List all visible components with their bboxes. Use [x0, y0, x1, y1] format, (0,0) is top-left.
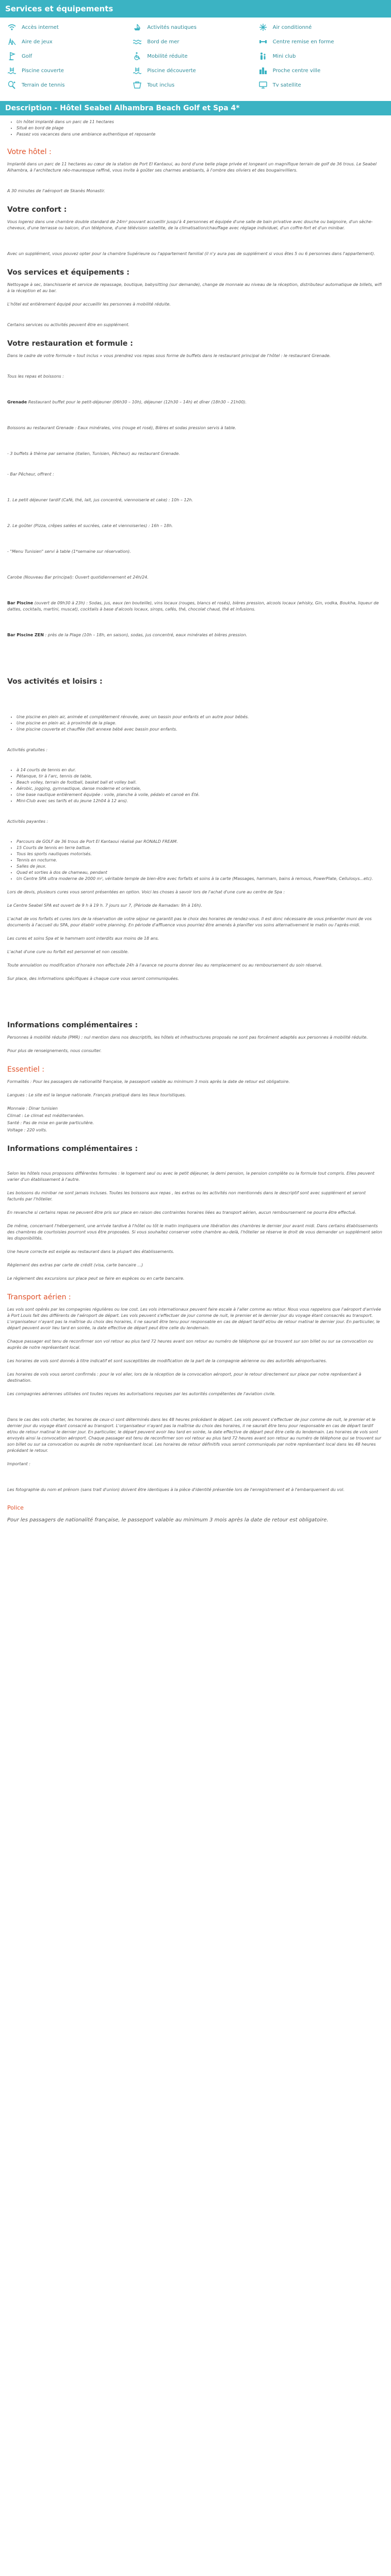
- paragraph: En revanche si certains repas ne peuvent être pris sur place en raison des contraintes horaires liées au transport aérien, aucun remboursement ne pourra être effectué.: [7, 1210, 357, 1215]
- list-item: • Mini-Club avec ses tarifs et du jeune 12h04 à 12 ans).: [17, 799, 384, 803]
- equipment-label: Mobilité réduite: [147, 53, 188, 59]
- services-heading: Vos services et équipements :: [7, 268, 129, 277]
- paragraph: Dans le cadre de votre formule « tout inclus » vous prendrez vos repas sous forme de buffets dans le restaurant principal de l'hôtel : le restaurant Grenade.: [7, 353, 331, 358]
- city-icon: [258, 66, 268, 75]
- activites-bullets: [17, 715, 384, 732]
- boat-icon: [133, 23, 142, 32]
- list-item: • Beach volley, terrain de football, basket ball et volley ball.: [17, 780, 384, 785]
- equipment-item: [7, 22, 133, 33]
- paragraph: 2. Le goûter (Pizza, crêpes salées et sucrées, cake et viennoiseries) : 16h – 18h.: [7, 523, 173, 528]
- equipment-item: [258, 22, 384, 33]
- equipment-item: [258, 36, 384, 47]
- paragraph: Formalités : Pour les passagers de nationalité française, le passeport valable au minimum 3 mois après la date de retour est obligatoire.: [7, 1079, 290, 1084]
- services-banner: Services et équipements: [0, 0, 391, 18]
- description-bullets: [17, 120, 384, 137]
- paragraph: Dans le cas des vols charter, les horaires de ceux-ci sont déterminés dans les 48 heures précédant le départ. Les vols peuvent s'effectuer de jour comme de nuit, le premier et le dernier jour du voyage étant consacré au transport. L'organisateur n'ayant pas la maîtrise du choix des horaires, il ne saurait être tenu pour responsable en cas de départ tardif et/ou de retour matinal le dernier jour. En particulier, le départ peuvent avoir lieu tard en soirée, la date effective de départ peut être celle du lendemain. Les horaires de vols sont envoyés ainsi la convocation aéroport. Chaque passager est tenu de reconfirmer son vol retour au plus tard 72 heures avant son retour au numéro de téléphone qui se trouvent sur son billet ou sur sa convocation ou auprès de notre représentant local. Les horaires de retour définitifs vous seront communiqués par notre représentant local dans les 48 heures précédant le retour.: [7, 1417, 382, 1453]
- paragraph: Vous logerez dans une chambre double standard de 24m² pouvant accueillir jusqu'à 4 personnes et équipée d'une salle de bain privative avec douche ou baignoire, d'un sèche-cheveux, d'une terrasse ou balcon, d'un téléphone, d'une télévision satellite, de la climatisation/chauffage avec réglage individuel, d'un coffre-fort et d'un minibar.: [7, 219, 373, 230]
- equipment-label: Bord de mer: [147, 39, 180, 45]
- equipment-label: Golf: [22, 53, 32, 59]
- paragraph: Les boissons du minibar ne sont jamais incluses. Toutes les boissons aux repas , les extras ou les activités non mentionnés dans le descriptif sont avec supplément et seront facturés par l'hôtelier.: [7, 1191, 366, 1201]
- list-item: • Aérobic, jogging, gymnastique, danse moderne et orientale,: [17, 786, 384, 791]
- paragraph: Sur place, des informations spécifiques à chaque cure vous seront communiquées.: [7, 976, 180, 981]
- paragraph: Pour les passagers de nationalité française, le passeport valable au minimum 3 mois après la date de retour est obligatoire.: [7, 1517, 329, 1523]
- paragraph: Climat : Le climat est méditerranéen.: [7, 1113, 85, 1118]
- activites-payantes-list: [17, 839, 384, 881]
- sea-icon: [133, 37, 142, 46]
- paragraph: Certains services ou activités peuvent être en supplément.: [7, 323, 129, 327]
- activites-payantes-label: Activités payantes :: [7, 819, 48, 824]
- equipment-item: [258, 79, 384, 91]
- tennis-icon: [7, 80, 17, 90]
- paragraph: Le Centre Seabel SPA est ouvert de 9 h à 19 h. 7 jours sur 7, (Période de Ramadan: 9h à 16h).: [7, 903, 202, 908]
- activites-heading: Vos activités et loisirs :: [7, 677, 103, 686]
- equipment-label: Tv satellite: [272, 82, 301, 88]
- equipment-label: Tout inclus: [147, 82, 175, 88]
- paragraph: Toute annulation ou modification d'horaire non effectuée 24h à l'avance ne pourra donner lieu au remplacement ou au remboursement du soin réservé.: [7, 963, 323, 968]
- paragraph: 1. Le petit déjeuner tardif (Café, thé, lait, jus concentré, viennoiserie et cake) : 10h – 12h.: [7, 498, 193, 502]
- activites-gratuites-list: [17, 768, 384, 803]
- paragraph: Monnaie : Dinar tunisien: [7, 1106, 58, 1111]
- list-item: • Tous les sports nautiques motorisés.: [17, 852, 384, 856]
- paragraph: Chaque passager est tenu de reconfirmer son vol retour au plus tard 72 heures avant son retour au numéro de téléphone qui se trouvent sur son billet ou sur sa convocation ou auprès de notre représentant local.: [7, 1339, 373, 1350]
- list-item: • Une piscine en plein air, à proximité de la plage.: [17, 721, 384, 725]
- equipment-item: [133, 79, 258, 91]
- equipment-item: [133, 22, 258, 33]
- paragraph: - "Menu Tunisien" servi à table (1*semaine sur réservation).: [7, 549, 131, 554]
- activites-gratuites-label: Activités gratuites :: [7, 748, 48, 752]
- equipment-label: Piscine découverte: [147, 67, 196, 74]
- equipment-item: [7, 50, 133, 62]
- equipment-item: [133, 50, 258, 62]
- equipment-label: Terrain de tennis: [22, 82, 65, 88]
- paragraph: Pour plus de renseignements, nous consulter.: [7, 1048, 102, 1053]
- paragraph: Personnes à mobilité réduite (PMR) : nul mention dans nos descriptifs, les hôtels et infrastructures proposés ne sont pas forcément adaptés aux personnes à mobilité réduite.: [7, 1035, 368, 1040]
- paragraph: Nettoyage à sec, blanchisserie et service de repassage, boutique, babysitting (sur demande), change de monnaie au niveau de la réception, distributeur automatique de billets, wifi à la réception et au bar.: [7, 282, 382, 293]
- paragraph: Les compagnies aériennes utilisées ont toutes reçues les autorisations requises par les autorités compétentes de l'aviation civile.: [7, 1392, 276, 1396]
- equipment-label: Aire de jeux: [22, 39, 53, 45]
- paragraph: De même, concernant l'hébergement, une arrivée tardive à l'hôtel ou tôt le matin impliquera une libération des chambres le dernier jour avant midi. Dans certains établissements des chambres de courtoisies pourront vous être proposées. Si vous souhaitez conserver votre chambre au-delà, l'hôtelier se réserve le droit de vous demander un supplément selon les disponibilités.: [7, 1224, 382, 1241]
- equipment-item: [7, 79, 133, 91]
- golf-icon: [7, 52, 17, 61]
- list-item: • Une base nautique entièrement équipée : voile, planche à voile, pédalo et canoë en Été.: [17, 792, 384, 797]
- paragraph: Bar Piscine ZEN : près de la Plage (10h – 18h, en saison), sodas, jus concentré, eaux minérales et bières pression.: [7, 633, 248, 637]
- paragraph: Les horaires de vols vous seront confirmés : pour le vol aller, lors de la réception de la convocation aéroport, pour le retour directement sur place par notre représentant à destination.: [7, 1372, 362, 1383]
- paragraph: - Bar Pêcheur, offrent :: [7, 472, 54, 477]
- paragraph: Grenade Restaurant buffet pour le petit-déjeuner (06h30 – 10h), déjeuner (12h30 – 14h) et dîner (18h30 – 21h00).: [7, 400, 247, 404]
- equipment-label: Mini club: [272, 53, 296, 59]
- list-item: • Parcours de GOLF de 36 trous de Port El Kantaoui réalisé par RONALD FREAM.: [17, 839, 384, 844]
- votre-confort-heading: Votre confort :: [7, 206, 67, 214]
- infos-heading-2: Informations complémentaires :: [7, 1145, 138, 1153]
- equipment-label: Accès internet: [22, 24, 59, 30]
- list-item: • Situé en bord de plage: [17, 126, 384, 130]
- equipment-label: Proche centre ville: [272, 67, 321, 74]
- pool-icon: [133, 66, 142, 75]
- paragraph: Lors de devis, plusieurs cures vous seront présentées en option. Voici les choses à savoir lors de l'achat d'une cure au centre de Spa :: [7, 890, 285, 894]
- list-item: • à 14 courts de tennis en dur.: [17, 768, 384, 772]
- tv-icon: [258, 80, 268, 90]
- equipment-item: [133, 65, 258, 76]
- list-item: • Salles de jeux.: [17, 864, 384, 869]
- restauration-heading: Votre restauration et formule :: [7, 340, 133, 348]
- equipment-label: Activités nautiques: [147, 24, 197, 30]
- equipment-item: [258, 50, 384, 62]
- paragraph: L'achat de vos forfaits et cures lors de la réservation de votre séjour ne garantit pas le choix des horaires de rendez-vous. Il est donc nécessaire de vous présenter muni de vos documents à l'accueil du SPA, pour établir votre planning. En période d'affluence vous pourriez être amenés à planifier vos soins alternativement le matin ou l'après-midi.: [7, 917, 372, 927]
- fitness-icon: [258, 37, 268, 46]
- equipment-label: Air conditionné: [272, 24, 312, 30]
- wheelchair-icon: [133, 52, 142, 61]
- paragraph: Avec un supplément, vous pouvez opter pour la chambre Supérieure ou l'appartement familial (il n'y aura pas de supplément si vous êtes 5 ou 6 personnes dans l'appartement).: [7, 251, 376, 256]
- paragraph: Implanté dans un parc de 11 hectares au cœur de la station de Port El Kantaoui, au bord d'une belle plage privée et longeant un magnifique terrain de golf de 36 trous. Le Seabel Alhambra, à l'architecture néo-mauresque raffiné, vous invite à goûter ses charmes arabisants, à l'ombre des oliviers et des bougainvilliers.: [7, 162, 377, 173]
- equipment-item: [7, 36, 133, 47]
- paragraph: Boissons au restaurant Grenade : Eaux minérales, vins (rouge et rosé), Bières et sodas pression servis à table.: [7, 426, 236, 430]
- pool-icon: [7, 66, 17, 75]
- list-item: • Un Centre SPA ultra moderne de 2000 m², véritable temple de bien-être avec forfaits et soins à la carte (Massages, hammam, bains à remous, PowerPlate, Cellulosys...etc).: [17, 876, 384, 881]
- paragraph: Règlement des extras par carte de crédit (visa, carte bancaire ...): [7, 1263, 143, 1267]
- paragraph: Les cures et soins Spa et le hammam sont interdits aux moins de 18 ans.: [7, 936, 159, 941]
- paragraph: Selon les hôtels nous proposons différentes formules : le logement seul ou avec le petit déjeuner, la demi pension, la pension complète ou la formule tout compris. Elles peuvent varier d'un établissement à l'autre.: [7, 1171, 374, 1182]
- paragraph: Langues : Le site est la langue nationale. Français pratiqué dans les lieux touristiques.: [7, 1093, 186, 1097]
- transport-heading: Transport aérien :: [7, 1293, 71, 1301]
- paragraph: Tous les repas et boissons :: [7, 374, 64, 379]
- paragraph: Bar Piscine (ouvert de 09h30 à 23h) : Sodas, jus, eaux (en bouteille), vins locaux (rouges, blancs et rosés), bières pression, alcools locaux (whisky, Gin, vodka, Boukha, liqueur de dattes, cocktails, martini, muscat), cocktails à base d'alcools locaux, sirops, cafés, thé, chocolat chaud, thé et infusions.: [7, 601, 379, 612]
- list-item: • Une piscine couverte et chauffée (fait annexe bébé avec bassin pour enfants.: [17, 727, 384, 732]
- equipment-label: Centre remise en forme: [272, 39, 334, 45]
- list-item: • 15 Courts de tennis en terre battue.: [17, 845, 384, 850]
- police-heading: Police: [7, 1504, 24, 1511]
- paragraph: Carobe (Nouveau Bar principal): Ouvert quotidiennement et 24h/24.: [7, 575, 149, 580]
- essentiel-heading: Essentiel :: [7, 1065, 44, 1074]
- playground-icon: [7, 37, 17, 46]
- description-section: [0, 93, 391, 1524]
- list-item: • Quad et sorties à dos de chameau, pendant: [17, 870, 384, 875]
- paragraph: Voltage : 220 volts.: [7, 1128, 47, 1132]
- list-item: • Tennis en nocturne.: [17, 858, 384, 862]
- paragraph: Une heure correcte est exigée au restaurant dans la plupart des établissements.: [7, 1249, 174, 1254]
- equipment-grid: [0, 18, 391, 93]
- snowflake-icon: [258, 23, 268, 32]
- paragraph: - 3 buffets à thème par semaine (italien, Tunisien, Pêcheur) au restaurant Grenade.: [7, 451, 180, 456]
- paragraph: Les horaires de vols sont donnés à titre indicatif et sont susceptibles de modification de la part de la compagnie aérienne ou des autorités aéroportuaires.: [7, 1359, 327, 1363]
- list-item: • Une piscine en plein air, animée et complètement rénovée, avec un bassin pour enfants et un autre pour bébés.: [17, 715, 384, 719]
- description-title: Description - Hôtel Seabel Alhambra Beach Golf et Spa 4*: [0, 101, 391, 115]
- paragraph: A 30 minutes de l'aéroport de Skanès Monastir.: [7, 189, 105, 193]
- infos-heading: Informations complémentaires :: [7, 1021, 138, 1029]
- kids-icon: [258, 52, 268, 61]
- list-item: • Un hôtel implanté dans un parc de 11 hectares: [17, 120, 384, 124]
- equipment-item: [133, 36, 258, 47]
- all-inclusive-icon: [133, 80, 142, 90]
- equipment-label: Piscine couverte: [22, 67, 64, 74]
- equipment-item: [7, 65, 133, 76]
- list-item: • Pétanque, tir à l'arc, tennis de table,: [17, 774, 384, 778]
- paragraph: Les vols sont opérés par les compagnies régulières ou low cost. Les vols internationaux peuvent faire escale à l'aller comme au retour. Nous vous rappelons que l'aéroport d'arrivée à Port Louis fait des différents de l'aéroport de départ. Les vols peuvent s'effectuer de jour comme de nuit, le premier et le dernier jour du voyage étant consacrés au transport. L'organisateur n'ayant pas la maîtrise du choix des horaires, il ne saurait être tenu pour responsable en cas de départ tardif et/ou de retour matinal le dernier jour. En particulier, le départ peuvent avoir lieu tard en soirée, la date effective de départ peut être celle du lendemain.: [7, 1307, 381, 1330]
- paragraph: Les fotographie du nom et prénom (sans trait d'union) doivent être identiques à la pièce d'identité présentée lors de l'enregistrement et à l'embarquement du vol.: [7, 1487, 345, 1492]
- list-item: • Passez vos vacances dans une ambiance authentique et reposante: [17, 132, 384, 137]
- paragraph: Important :: [7, 1462, 30, 1466]
- votre-hotel-heading: Votre hôtel :: [7, 148, 52, 156]
- equipment-item: [258, 65, 384, 76]
- paragraph: L'hôtel est entièrement équipé pour accueillir les personnes à mobilité réduite.: [7, 302, 171, 307]
- paragraph: L'achat d'une cure ou forfait est personnel et non cessible.: [7, 950, 129, 954]
- wifi-icon: [7, 23, 17, 32]
- paragraph: Le règlement des excursions sur place peut se faire en espèces ou en carte bancaire.: [7, 1276, 185, 1281]
- paragraph: Santé : Pas de mise en garde particulière.: [7, 1121, 94, 1125]
